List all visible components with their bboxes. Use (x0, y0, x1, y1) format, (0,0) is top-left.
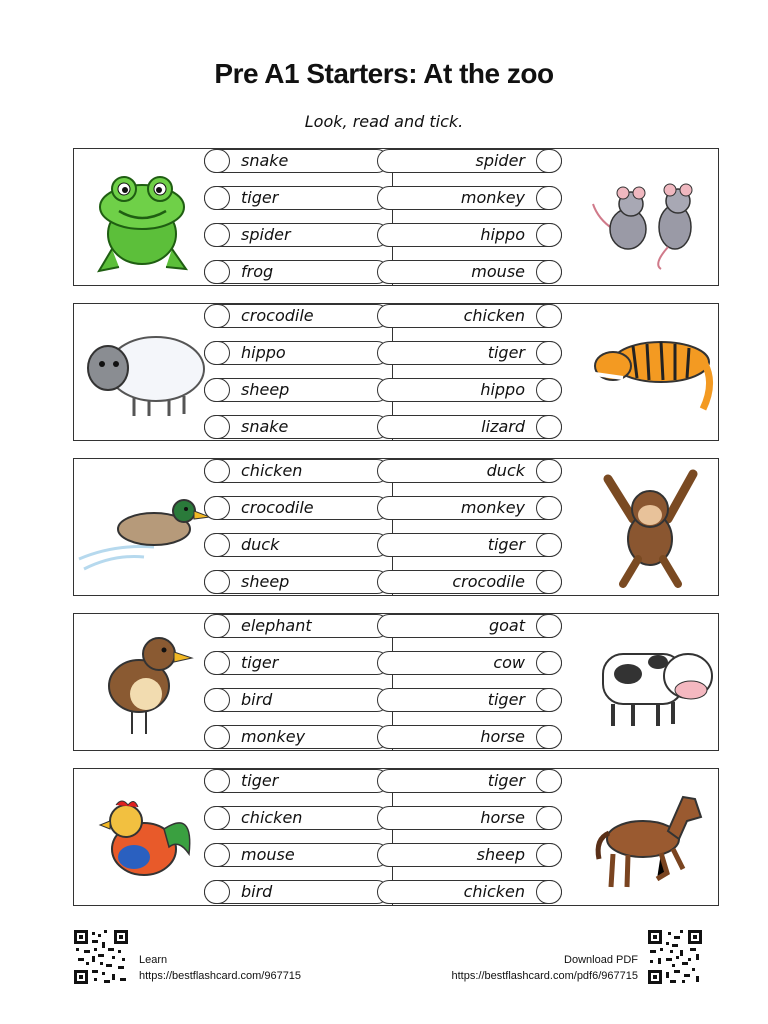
tick-box[interactable] (536, 149, 562, 173)
option-row[interactable] (204, 341, 389, 365)
option-label: tiger (487, 690, 525, 709)
download-link-block[interactable] (451, 952, 638, 984)
option-row[interactable] (377, 496, 562, 520)
tick-box[interactable] (536, 459, 562, 483)
learn-url[interactable]: https://bestflashcard.com/967715 (139, 970, 302, 982)
tick-box[interactable] (536, 223, 562, 247)
option-row[interactable] (204, 533, 389, 557)
option-row[interactable] (204, 843, 389, 867)
option-label: horse (480, 808, 525, 827)
option-label: tiger (487, 535, 525, 554)
exercise-card-frog (73, 148, 400, 286)
option-row[interactable] (204, 149, 389, 173)
tick-box[interactable] (536, 688, 562, 712)
chicken-illustration (74, 769, 209, 905)
tick-box[interactable] (536, 496, 562, 520)
option-row[interactable] (377, 260, 562, 284)
option-row[interactable] (204, 880, 389, 904)
tick-box[interactable] (204, 304, 230, 328)
download-url[interactable]: https://bestflashcard.com/pdf6/967715 (451, 970, 638, 982)
option-row[interactable] (377, 843, 562, 867)
option-row[interactable] (377, 651, 562, 675)
tick-box[interactable] (204, 725, 230, 749)
horse-illustration (583, 769, 718, 905)
option-row[interactable] (204, 378, 389, 402)
tick-box[interactable] (536, 806, 562, 830)
option-label: monkey (460, 188, 525, 207)
exercise-card-monkey (392, 458, 719, 596)
exercise-card-tiger (392, 303, 719, 441)
tick-box[interactable] (204, 651, 230, 675)
option-row[interactable] (204, 570, 389, 594)
option-row[interactable] (377, 533, 562, 557)
tick-box[interactable] (536, 341, 562, 365)
learn-link-block[interactable] (139, 952, 301, 984)
tick-box[interactable] (536, 186, 562, 210)
option-row[interactable] (204, 459, 389, 483)
option-row[interactable] (377, 880, 562, 904)
option-row[interactable] (377, 415, 562, 439)
option-row[interactable] (204, 769, 389, 793)
tick-box[interactable] (536, 880, 562, 904)
option-row[interactable] (377, 149, 562, 173)
option-label: crocodile (452, 572, 525, 591)
footer (0, 928, 768, 988)
option-row[interactable] (204, 186, 389, 210)
option-label: hippo (480, 225, 525, 244)
option-label: spider (241, 225, 291, 244)
option-label: lizard (481, 417, 525, 436)
option-label: tiger (241, 771, 279, 790)
option-label: chicken (241, 461, 303, 480)
exercise-card-sheep (73, 303, 400, 441)
tick-box[interactable] (204, 843, 230, 867)
option-label: mouse (471, 262, 525, 281)
tick-box[interactable] (536, 304, 562, 328)
tick-box[interactable] (204, 260, 230, 284)
bird-illustration (74, 614, 209, 750)
option-label: sheep (241, 572, 290, 591)
option-row[interactable] (377, 725, 562, 749)
tick-box[interactable] (204, 806, 230, 830)
option-label: crocodile (241, 306, 314, 325)
option-row[interactable] (377, 806, 562, 830)
option-label: tiger (487, 343, 525, 362)
option-label: goat (488, 616, 525, 635)
option-label: snake (241, 417, 289, 436)
option-label: tiger (487, 771, 525, 790)
tick-box[interactable] (536, 651, 562, 675)
sheep-illustration (74, 304, 209, 440)
option-label: hippo (480, 380, 525, 399)
tick-box[interactable] (536, 843, 562, 867)
option-label: mouse (241, 845, 295, 864)
tick-box[interactable] (204, 415, 230, 439)
tick-box[interactable] (204, 769, 230, 793)
tick-box[interactable] (204, 496, 230, 520)
tick-box[interactable] (204, 533, 230, 557)
mice-illustration (583, 149, 718, 285)
option-row[interactable] (204, 651, 389, 675)
option-row[interactable] (204, 725, 389, 749)
option-label: cow (493, 653, 525, 672)
exercise-card-horse (392, 768, 719, 906)
tick-box[interactable] (204, 223, 230, 247)
exercise-card-duck (73, 458, 400, 596)
option-label: monkey (241, 727, 306, 746)
option-label: sheep (241, 380, 290, 399)
duck-illustration (74, 459, 209, 595)
option-row[interactable] (377, 570, 562, 594)
tick-box[interactable] (536, 725, 562, 749)
option-label: duck (486, 461, 525, 480)
option-row[interactable] (377, 688, 562, 712)
tick-box[interactable] (204, 688, 230, 712)
tiger-illustration (583, 304, 718, 440)
option-label: tiger (241, 653, 279, 672)
option-label: hippo (241, 343, 286, 362)
option-row[interactable] (377, 223, 562, 247)
option-label: bird (241, 882, 273, 901)
option-row[interactable] (377, 341, 562, 365)
instruction-text: Look, read and tick. (304, 112, 464, 131)
tick-box[interactable] (204, 341, 230, 365)
tick-box[interactable] (536, 260, 562, 284)
monkey-illustration (583, 459, 718, 595)
tick-box[interactable] (536, 570, 562, 594)
option-row[interactable] (204, 415, 389, 439)
frog-illustration (74, 149, 209, 285)
option-row[interactable] (204, 223, 389, 247)
option-row[interactable] (377, 378, 562, 402)
option-label: duck (241, 535, 280, 554)
option-label: spider (475, 151, 525, 170)
tick-box[interactable] (536, 533, 562, 557)
tick-box[interactable] (204, 378, 230, 402)
option-row[interactable] (204, 688, 389, 712)
option-row[interactable] (377, 614, 562, 638)
cow-illustration (583, 614, 718, 750)
tick-box[interactable] (204, 614, 230, 638)
option-label: snake (241, 151, 289, 170)
option-row[interactable] (204, 806, 389, 830)
option-label: crocodile (241, 498, 314, 517)
exercise-card-cow (392, 613, 719, 751)
exercise-card-chicken (73, 768, 400, 906)
option-row[interactable] (204, 260, 389, 284)
option-label: sheep (476, 845, 525, 864)
option-label: frog (241, 262, 274, 281)
option-label: elephant (241, 616, 312, 635)
option-row[interactable] (377, 459, 562, 483)
tick-box[interactable] (204, 149, 230, 173)
tick-box[interactable] (536, 769, 562, 793)
option-label: chicken (241, 808, 303, 827)
option-label: tiger (241, 188, 279, 207)
option-row[interactable] (204, 496, 389, 520)
download-label: Download PDF (564, 954, 638, 966)
tick-box[interactable] (536, 415, 562, 439)
qr-code-learn[interactable] (72, 928, 130, 986)
qr-code-download[interactable] (646, 928, 704, 986)
tick-box[interactable] (204, 186, 230, 210)
option-row[interactable] (377, 304, 562, 328)
option-label: monkey (460, 498, 525, 517)
page-title: Pre A1 Starters: At the zoo (214, 58, 554, 89)
option-label: bird (241, 690, 273, 709)
exercise-card-bird (73, 613, 400, 751)
option-row[interactable] (377, 186, 562, 210)
learn-label: Learn (139, 954, 168, 966)
option-label: chicken (463, 306, 525, 325)
tick-box[interactable] (204, 880, 230, 904)
exercise-card-mice (392, 148, 719, 286)
option-label: chicken (463, 882, 525, 901)
option-row[interactable] (204, 304, 389, 328)
tick-box[interactable] (536, 378, 562, 402)
option-row[interactable] (204, 614, 389, 638)
tick-box[interactable] (204, 459, 230, 483)
tick-box[interactable] (204, 570, 230, 594)
option-row[interactable] (377, 769, 562, 793)
tick-box[interactable] (536, 614, 562, 638)
option-label: horse (480, 727, 525, 746)
